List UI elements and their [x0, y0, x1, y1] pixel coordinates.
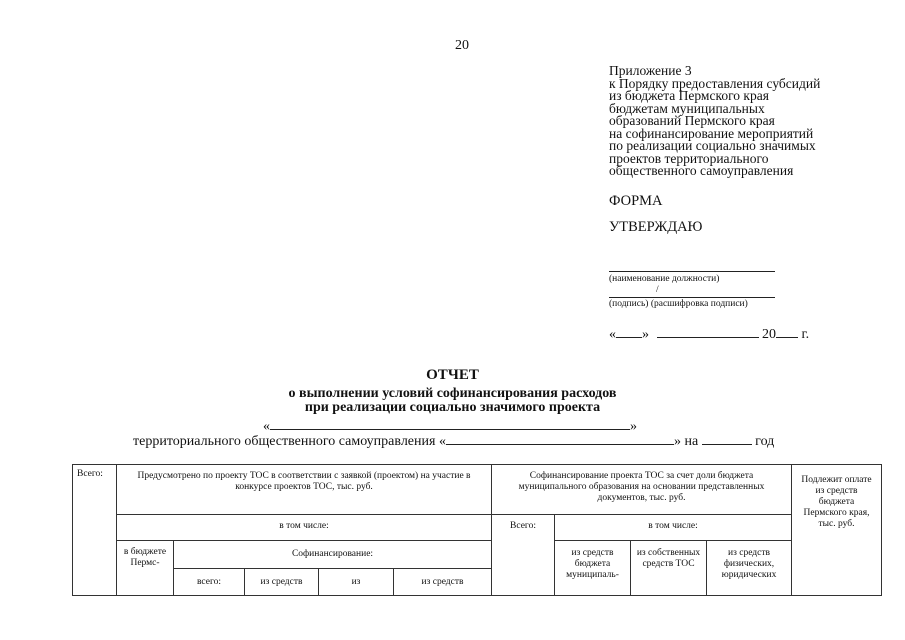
project-name-blank: [270, 417, 630, 430]
budget-perm-text: в бюджете Пермс-: [123, 547, 167, 568]
planned-header-text: Предусмотрено по проекту ТОС в соответствии с заявкой (проектом) на участие в конкурсе проектов ТОС, тыс. руб.: [137, 471, 471, 492]
from-funds-cell: [244, 568, 319, 596]
from-own-tos-text: из собственных средств ТОС: [636, 548, 701, 569]
appendix-line: общественного самоуправления: [609, 163, 794, 178]
from-budget-mun-cell: [554, 540, 631, 596]
appendix-line: из бюджета Пермского края: [609, 88, 769, 103]
table-total-label: Всего:: [77, 469, 103, 479]
cofin-total-text: Всего:: [510, 521, 536, 531]
budget-perm-cell: [116, 540, 174, 596]
approval-date: [609, 325, 809, 343]
tos-prefix: территориального общественного самоуправления «: [133, 434, 446, 449]
tos-name-blank: [446, 432, 674, 445]
appendix-line: к Порядку предоставления субсидий: [609, 75, 821, 91]
project-close-quote: »: [630, 419, 637, 434]
appendix-line: бюджетам муниципальных: [609, 100, 765, 116]
from-funds-2-cell: [393, 568, 492, 596]
appendix-line: проектов территориального: [609, 150, 769, 166]
tos-year-blank: [702, 432, 752, 445]
appendix-line: образований Пермского края: [609, 113, 775, 128]
from-funds-2-text: из средств: [421, 577, 464, 587]
year-blank: [776, 325, 798, 338]
tos-suffix: год: [755, 434, 775, 449]
cofin-including: [554, 514, 792, 541]
from-text: из: [351, 577, 361, 587]
subsidy-header: [791, 464, 882, 596]
report-table: [72, 464, 882, 596]
from-phys-legal-text: из средств физических, юридических: [721, 548, 777, 580]
total-lower-text: всего:: [196, 577, 222, 587]
position-caption: (наименование должности): [609, 274, 720, 284]
year-prefix: 20: [762, 327, 776, 342]
total-lower-cell: [173, 568, 245, 596]
signature-line: [609, 297, 775, 298]
month-blank: [657, 325, 759, 338]
signature-slash: /: [656, 285, 659, 295]
day-blank: [616, 325, 642, 338]
table-total-cell: [72, 464, 117, 596]
signature-caption: (подпись) (расшифровка подписи): [609, 299, 748, 309]
planned-header: [116, 464, 492, 515]
cofin-including-text: в том числе:: [648, 521, 698, 531]
date-open-quote: «: [609, 327, 616, 342]
cofin-total-cell: [491, 514, 555, 596]
from-phys-legal-cell: [706, 540, 792, 596]
cofin-header: [491, 464, 792, 515]
from-budget-mun-text: из средств бюджета муниципаль-: [566, 548, 619, 580]
planned-including-text: в том числе:: [279, 521, 329, 531]
page-number: 20: [455, 38, 469, 53]
tos-line: [133, 432, 774, 450]
report-title: ОТЧЕТ: [426, 367, 479, 383]
report-subtitle-2: при реализации социально значимого проекта: [304, 400, 601, 415]
from-own-tos-cell: [630, 540, 707, 596]
from-funds-text: из средств: [260, 577, 303, 587]
appendix-line: Приложение 3: [609, 63, 692, 78]
position-line: [609, 271, 775, 272]
project-open-quote: «: [263, 419, 270, 434]
appendix-heading: [609, 65, 820, 178]
report-subtitle-1: о выполнении условий софинансирования расходов: [288, 386, 617, 401]
subsidy-header-text: Подлежит оплате из средств бюджета Пермского края, тыс. руб.: [801, 475, 872, 529]
appendix-line: по реализации социально значимых: [609, 138, 816, 153]
approve-label: УТВЕРЖДАЮ: [609, 219, 703, 235]
form-label: ФОРМА: [609, 193, 663, 209]
cofinancing-cell: [173, 540, 492, 569]
cofinancing-text: Софинансирование:: [291, 549, 374, 559]
date-close-quote: »: [642, 327, 649, 342]
tos-mid: » на: [673, 434, 699, 449]
year-suffix: г.: [801, 327, 810, 342]
cofin-header-text: Софинансирование проекта ТОС за счет доли бюджета муниципального образования на основании представленных документов, тыс. руб.: [518, 471, 765, 503]
planned-including: [116, 514, 492, 541]
from-cell: [318, 568, 394, 596]
appendix-line: на софинансирование мероприятий: [609, 125, 814, 141]
